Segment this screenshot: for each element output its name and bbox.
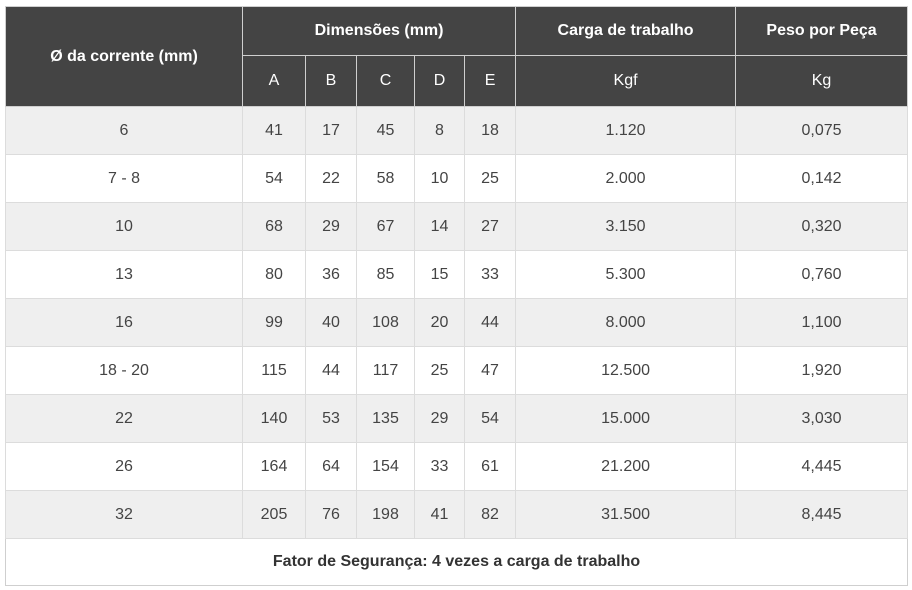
diameter-cell: 26 (6, 443, 243, 491)
dim-b-cell: 22 (306, 155, 357, 203)
dim-b-cell: 44 (306, 347, 357, 395)
dim-c-cell: 108 (357, 299, 415, 347)
spec-table-container (5, 6, 907, 586)
weight-cell: 8,445 (736, 491, 908, 539)
dim-e-cell: 54 (465, 395, 516, 443)
diameter-cell: 18 - 20 (6, 347, 243, 395)
dim-b-cell: 17 (306, 107, 357, 155)
diameter-header: Ø da corrente (mm) (6, 7, 243, 107)
dim-c-cell: 198 (357, 491, 415, 539)
dim-c-cell: 117 (357, 347, 415, 395)
load-cell: 1.120 (516, 107, 736, 155)
dim-col-b: B (306, 56, 357, 107)
dim-c-cell: 135 (357, 395, 415, 443)
load-cell: 2.000 (516, 155, 736, 203)
dim-a-cell: 41 (243, 107, 306, 155)
diameter-cell: 13 (6, 251, 243, 299)
diameter-cell: 6 (6, 107, 243, 155)
table-row (6, 203, 908, 251)
weight-cell: 0,320 (736, 203, 908, 251)
dim-d-cell: 25 (415, 347, 465, 395)
dim-e-cell: 44 (465, 299, 516, 347)
load-cell: 21.200 (516, 443, 736, 491)
weight-cell: 1,920 (736, 347, 908, 395)
dim-col-c: C (357, 56, 415, 107)
dim-b-cell: 64 (306, 443, 357, 491)
dim-b-cell: 29 (306, 203, 357, 251)
weight-cell: 4,445 (736, 443, 908, 491)
dim-a-cell: 115 (243, 347, 306, 395)
diameter-cell: 7 - 8 (6, 155, 243, 203)
dim-e-cell: 33 (465, 251, 516, 299)
dim-col-d: D (415, 56, 465, 107)
dim-col-e: E (465, 56, 516, 107)
load-cell: 15.000 (516, 395, 736, 443)
dim-a-cell: 99 (243, 299, 306, 347)
dimensions-header: Dimensões (mm) (243, 7, 516, 56)
dim-d-cell: 8 (415, 107, 465, 155)
diameter-cell: 16 (6, 299, 243, 347)
dim-b-cell: 76 (306, 491, 357, 539)
dim-e-cell: 27 (465, 203, 516, 251)
dim-e-cell: 82 (465, 491, 516, 539)
dim-b-cell: 40 (306, 299, 357, 347)
dim-c-cell: 154 (357, 443, 415, 491)
weight-cell: 3,030 (736, 395, 908, 443)
dim-d-cell: 33 (415, 443, 465, 491)
weight-unit: Kg (736, 56, 908, 107)
table-row (6, 395, 908, 443)
dim-a-cell: 140 (243, 395, 306, 443)
diameter-cell: 10 (6, 203, 243, 251)
dim-c-cell: 45 (357, 107, 415, 155)
dim-c-cell: 58 (357, 155, 415, 203)
weight-cell: 0,075 (736, 107, 908, 155)
dim-a-cell: 164 (243, 443, 306, 491)
dim-a-cell: 68 (243, 203, 306, 251)
dim-e-cell: 25 (465, 155, 516, 203)
dim-d-cell: 20 (415, 299, 465, 347)
weight-cell: 1,100 (736, 299, 908, 347)
weight-cell: 0,760 (736, 251, 908, 299)
dim-e-cell: 47 (465, 347, 516, 395)
load-cell: 3.150 (516, 203, 736, 251)
dim-c-cell: 85 (357, 251, 415, 299)
table-row (6, 443, 908, 491)
load-cell: 8.000 (516, 299, 736, 347)
dim-d-cell: 10 (415, 155, 465, 203)
table-row (6, 251, 908, 299)
dim-c-cell: 67 (357, 203, 415, 251)
diameter-cell: 32 (6, 491, 243, 539)
dim-col-a: A (243, 56, 306, 107)
load-header: Carga de trabalho (516, 7, 736, 56)
weight-cell: 0,142 (736, 155, 908, 203)
load-cell: 31.500 (516, 491, 736, 539)
dim-b-cell: 36 (306, 251, 357, 299)
table-body (6, 107, 908, 539)
dim-d-cell: 15 (415, 251, 465, 299)
dim-d-cell: 14 (415, 203, 465, 251)
table-row (6, 107, 908, 155)
header-row (6, 7, 908, 56)
load-unit: Kgf (516, 56, 736, 107)
dim-e-cell: 61 (465, 443, 516, 491)
table-row (6, 155, 908, 203)
weight-header: Peso por Peça (736, 7, 908, 56)
dim-d-cell: 29 (415, 395, 465, 443)
safety-factor-note: Fator de Segurança: 4 vezes a carga de trabalho (6, 539, 908, 586)
dim-b-cell: 53 (306, 395, 357, 443)
dim-a-cell: 205 (243, 491, 306, 539)
footer-row (6, 539, 908, 586)
table-row (6, 299, 908, 347)
chain-spec-table (5, 6, 908, 586)
dim-d-cell: 41 (415, 491, 465, 539)
dim-a-cell: 54 (243, 155, 306, 203)
dim-e-cell: 18 (465, 107, 516, 155)
diameter-cell: 22 (6, 395, 243, 443)
load-cell: 12.500 (516, 347, 736, 395)
table-row (6, 491, 908, 539)
dim-a-cell: 80 (243, 251, 306, 299)
load-cell: 5.300 (516, 251, 736, 299)
table-row (6, 347, 908, 395)
